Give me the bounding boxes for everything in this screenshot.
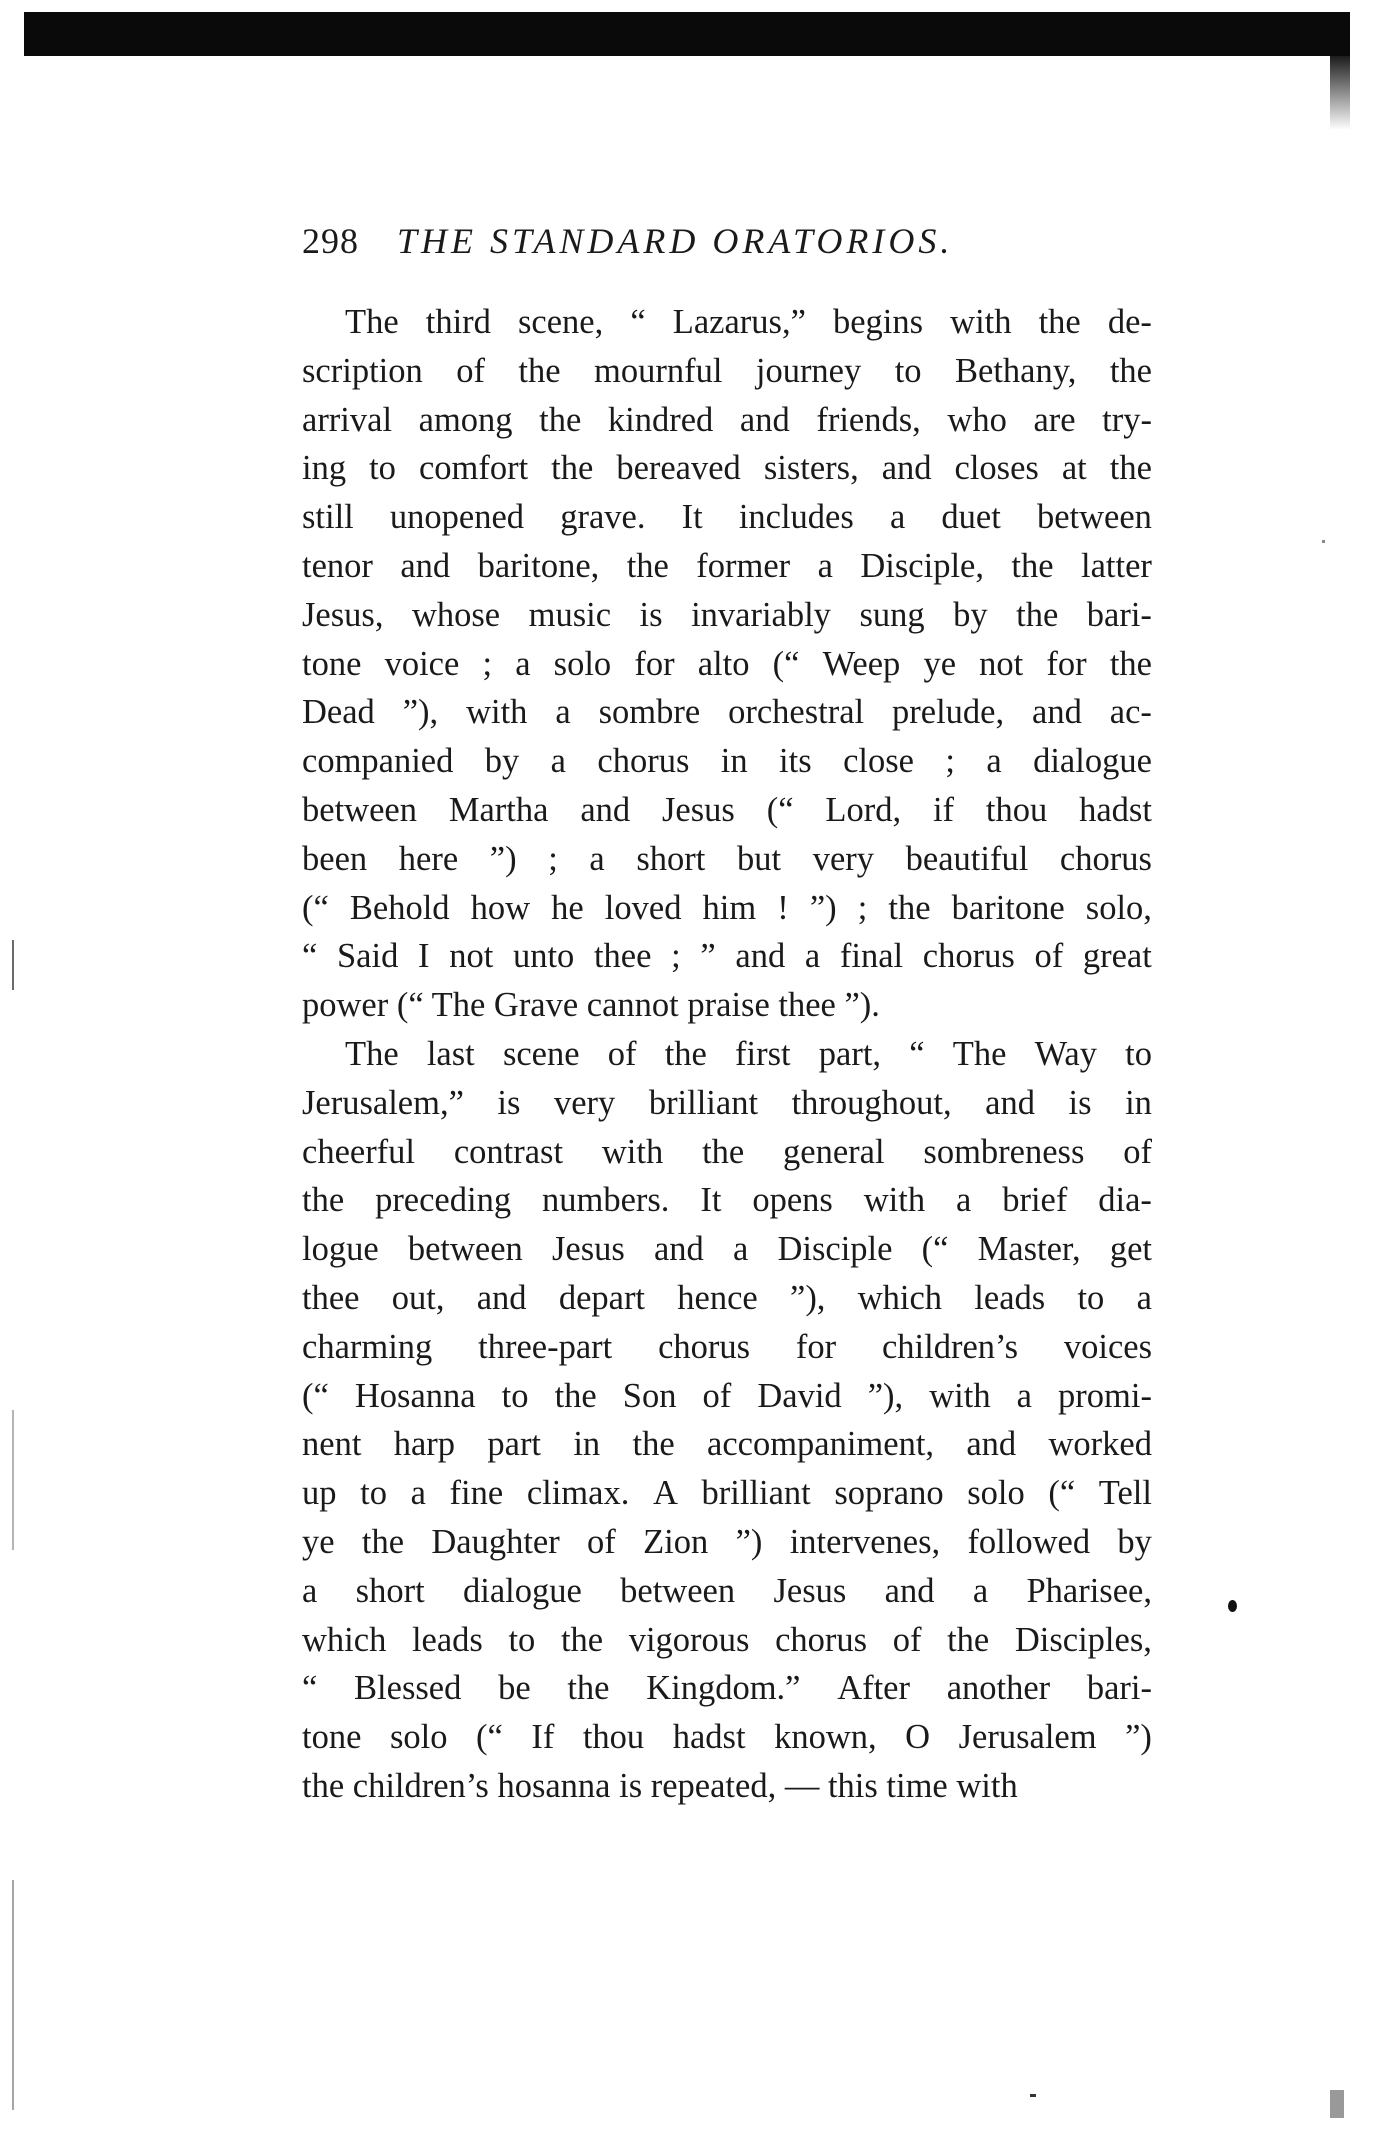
text-line: ye the Daughter of Zion ”) intervenes, followed by <box>302 1522 1152 1561</box>
scan-edge-smudge <box>1330 50 1350 130</box>
text-line: tenor and baritone, the former a Disciple, the latter <box>302 546 1152 585</box>
scan-top-border <box>24 12 1350 56</box>
text-line: up to a fine climax. A brilliant soprano solo (“ Tell <box>302 1474 1152 1513</box>
ink-speck <box>1322 540 1325 543</box>
text-line: charming three-part chorus for children’s voices <box>302 1327 1152 1366</box>
text-line: the preceding numbers. It opens with a brief dia- <box>302 1181 1152 1220</box>
text-line: (“ Hosanna to the Son of David ”), with a promi- <box>302 1376 1152 1415</box>
text-line: “ Blessed be the Kingdom.” After another bari- <box>302 1669 1152 1708</box>
text-line: The third scene, “ Lazarus,” begins with the de- <box>345 303 1152 341</box>
text-line: logue between Jesus and a Disciple (“ Master, get <box>302 1230 1152 1269</box>
text-line: The last scene of the first part, “ The Way to <box>345 1034 1152 1073</box>
text-line: power (“ The Grave cannot praise thee ”). <box>302 986 880 1025</box>
text-line: companied by a chorus in its close ; a dialogue <box>302 742 1152 781</box>
text-line: between Martha and Jesus (“ Lord, if thou hadst <box>302 790 1152 829</box>
running-title: THE STANDARD ORATORIOS. <box>397 221 954 261</box>
text-line: ing to comfort the bereaved sisters, and closes at the <box>302 449 1152 488</box>
text-line: tone voice ; a solo for alto (“ Weep ye not for the <box>302 644 1152 683</box>
paragraph <box>302 1030 1152 1811</box>
ink-speck <box>1030 2094 1036 2097</box>
gutter-mark <box>12 1410 14 1550</box>
paragraph <box>302 298 1152 1030</box>
gutter-mark <box>12 1880 14 2110</box>
text-line: still unopened grave. It includes a duet between <box>302 498 1152 537</box>
page-header <box>302 220 953 270</box>
text-line: “ Said I not unto thee ; ” and a final chorus of great <box>302 937 1152 976</box>
text-line: nent harp part in the accompaniment, and worked <box>302 1425 1152 1464</box>
text-line: scription of the mournful journey to Bethany, the <box>302 351 1152 390</box>
text-line: cheerful contrast with the general sombreness of <box>302 1132 1152 1171</box>
text-line: (“ Behold how he loved him ! ”) ; the baritone solo, <box>302 888 1152 927</box>
text-line: thee out, and depart hence ”), which leads to a <box>302 1278 1152 1317</box>
page-number: 298 <box>302 221 359 261</box>
text-line: a short dialogue between Jesus and a Pharisee, <box>302 1571 1152 1610</box>
text-line: Jerusalem,” is very brilliant throughout, and is in <box>302 1083 1152 1122</box>
text-line: arrival among the kindred and friends, who are try- <box>302 400 1152 439</box>
ink-speck <box>1330 2090 1344 2118</box>
gutter-mark <box>12 940 14 990</box>
text-line: Dead ”), with a sombre orchestral prelude, and ac- <box>302 693 1152 732</box>
ink-dot <box>1228 1600 1237 1612</box>
text-line: which leads to the vigorous chorus of the Disciples, <box>302 1620 1152 1659</box>
text-line: tone solo (“ If thou hadst known, O Jerusalem ”) <box>302 1718 1152 1757</box>
text-line: been here ”) ; a short but very beautiful chorus <box>302 839 1152 878</box>
text-line: Jesus, whose music is invariably sung by the bari- <box>302 595 1152 634</box>
body-text <box>302 298 1152 1811</box>
text-line: the children’s hosanna is repeated, — this time with <box>302 1766 1018 1805</box>
